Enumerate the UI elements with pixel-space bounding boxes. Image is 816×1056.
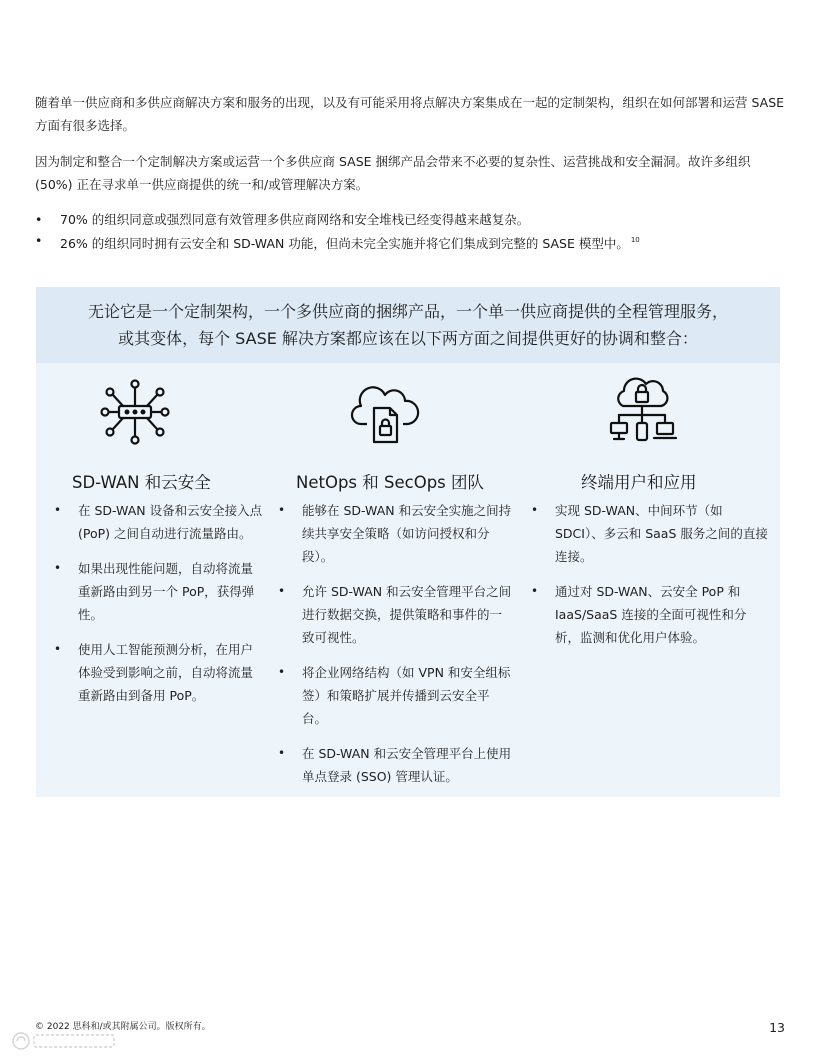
page-number: 13 — [769, 1020, 785, 1035]
bullet-text: 通过对 SD-WAN、云安全 PoP 和 IaaS/SaaS 连接的全面可视性和分析，监测和优化用户体验。 — [555, 584, 747, 645]
column-bullet-list — [54, 499, 264, 719]
bullet-text: 在 SD-WAN 设备和云安全接入点 (PoP) 之间自动进行流量路由。 — [78, 503, 263, 541]
bullet-text: 使用人工智能预测分析，在用户体验受到影响之前，自动将流量重新路由到备用 PoP。 — [78, 642, 254, 703]
bullet-text: 26% 的组织同时拥有云安全和 SD-WAN 功能，但尚未完全实施并将它们集成到完整的 SASE 模型中。 — [60, 236, 629, 251]
network-hub-icon — [100, 377, 170, 447]
list-item — [278, 499, 513, 568]
bullet-marker: • — [54, 503, 62, 517]
bullet-marker: • — [35, 212, 43, 227]
bullet-text: 实现 SD-WAN、中间环节（如 SDCI）、多云和 SaaS 服务之间的直接连接。 — [555, 503, 768, 564]
column-title: 终端用户和应用 — [581, 473, 697, 492]
column-bullet-list — [278, 499, 513, 800]
bullet-marker: • — [35, 233, 43, 248]
bullet-text: 将企业网络结构（如 VPN 和安全组标签）和策略扩展并传播到云安全平台。 — [302, 665, 511, 726]
list-item — [278, 580, 513, 649]
panel-heading — [36, 287, 780, 363]
list-item — [54, 557, 264, 626]
bullet-marker: • — [278, 746, 286, 760]
bullet-marker: • — [531, 503, 539, 517]
panel-heading-line-1: 无论它是一个定制架构，一个多供应商的捆绑产品，一个单一供应商提供的全程管理服务， — [87, 302, 728, 321]
bullet-text: 在 SD-WAN 和云安全管理平台上使用单点登录 (SSO) 管理认证。 — [302, 746, 512, 784]
list-item — [531, 580, 771, 649]
bullet-marker: • — [54, 561, 62, 575]
bullet-text: 能够在 SD-WAN 和云安全实施之间持续共享安全策略（如访问授权和分段）。 — [302, 503, 512, 564]
watermark-logo-icon — [10, 1030, 120, 1052]
intro-paragraph-1: 随着单一供应商和多供应商解决方案和服务的出现，以及有可能采用将点解决方案集成在一起的定制架构，组织在如何部署和运营 SASE 方面有很多选择。 — [35, 95, 785, 133]
column-bullet-list — [531, 499, 771, 661]
list-item — [54, 638, 264, 707]
cloud-lock-document-icon — [350, 377, 420, 447]
list-item — [278, 661, 513, 730]
column-title: SD-WAN 和云安全 — [72, 473, 211, 492]
bullet-text: 如果出现性能问题，自动将流量重新路由到另一个 PoP，获得弹性。 — [78, 561, 255, 622]
copyright-notice: © 2022 思科和/或其附属公司。版权所有。 — [35, 1022, 211, 1032]
intro-paragraph-2: 因为制定和整合一个定制解决方案或运营一个多供应商 SASE 捆绑产品会带来不必要的复杂性、运营挑战和安全漏洞。故许多组织 (50%) 正在寻求单一供应商提供的统一和/或管理解决方案。 — [35, 154, 751, 192]
bullet-text: 允许 SD-WAN 和云安全管理平台之间进行数据交换，提供策略和事件的一致可视性。 — [302, 584, 512, 645]
panel-heading-line-2: 或其变体，每个 SASE 解决方案都应该在以下两方面之间提供更好的协调和整合： — [118, 329, 698, 348]
bullet-marker: • — [54, 642, 62, 656]
list-item — [531, 499, 771, 568]
bullet-marker: • — [531, 584, 539, 598]
list-item — [278, 742, 513, 788]
list-item — [35, 230, 785, 254]
cloud-lock-devices-icon — [607, 377, 677, 447]
column-title: NetOps 和 SecOps 团队 — [296, 473, 485, 492]
footnote-reference: 10 — [630, 236, 640, 244]
stats-bullet-list — [35, 209, 785, 254]
list-item — [35, 209, 785, 230]
bullet-marker: • — [278, 665, 286, 679]
list-item — [54, 499, 264, 545]
integration-panel — [36, 287, 780, 797]
bullet-text: 70% 的组织同意或强烈同意有效管理多供应商网络和安全堆栈已经变得越来越复杂。 — [60, 212, 530, 227]
bullet-marker: • — [278, 584, 286, 598]
bullet-marker: • — [278, 503, 286, 517]
